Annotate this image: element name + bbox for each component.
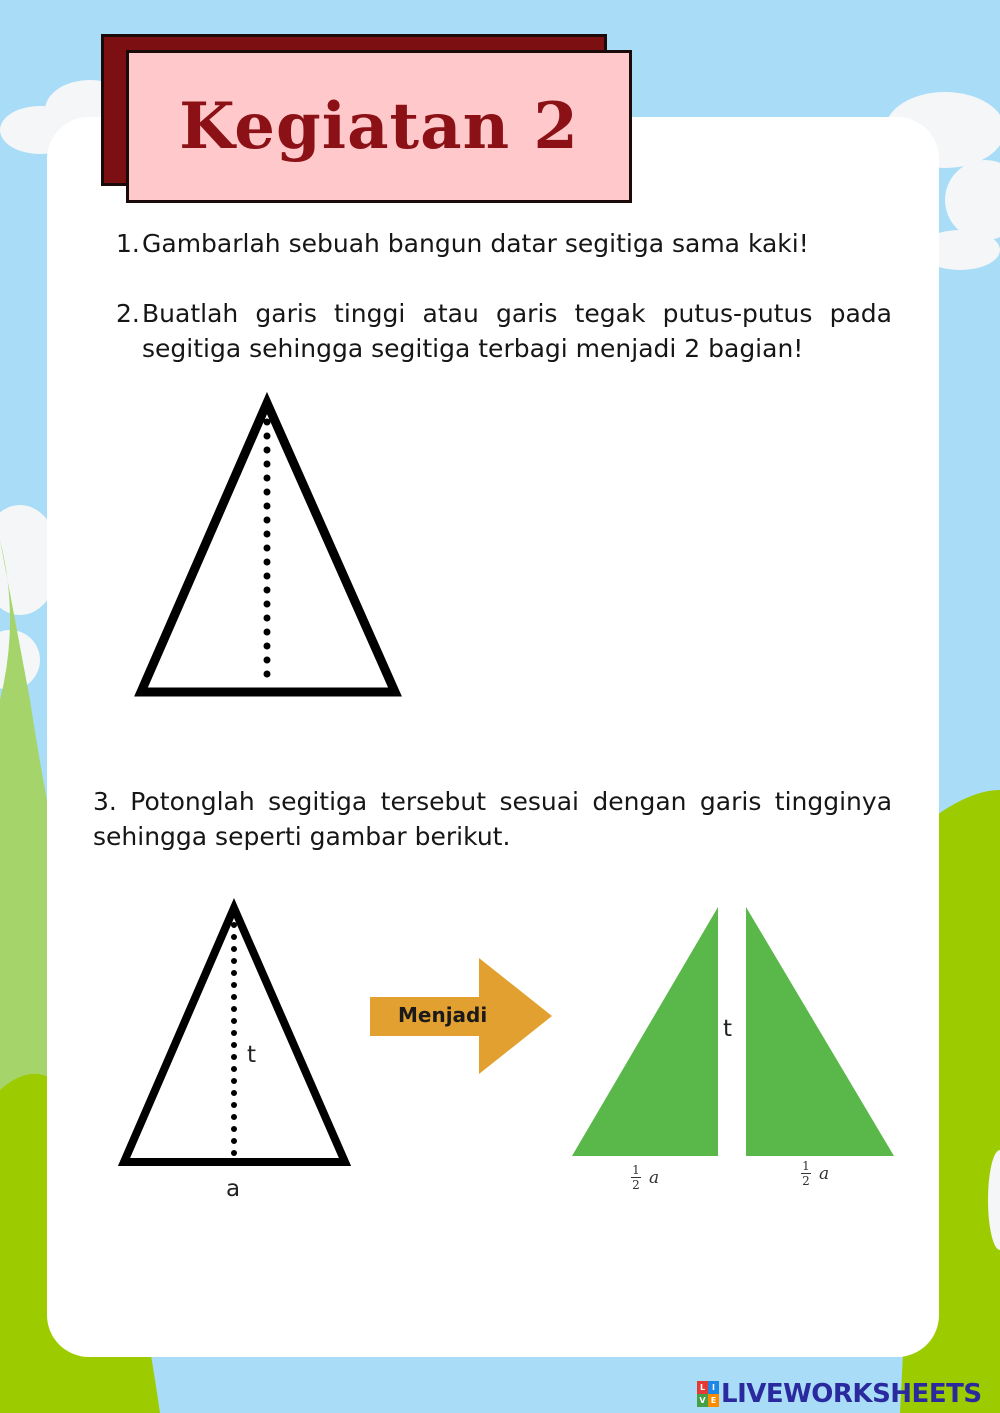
question-number: 3. xyxy=(93,787,117,816)
fraction-denominator: 2 xyxy=(802,1174,810,1188)
question-text: Gambarlah sebuah bangun datar segitiga sama kaki! xyxy=(142,229,809,258)
page-title: Kegiatan 2 xyxy=(179,89,579,164)
half-base-label-left xyxy=(631,1163,659,1192)
right-half-triangle xyxy=(746,907,894,1156)
liveworksheets-logo-icon xyxy=(697,1381,719,1407)
fraction-numerator: 1 xyxy=(802,1159,810,1173)
logo-letter: V xyxy=(697,1394,708,1407)
logo-letter: L xyxy=(697,1381,708,1394)
base-label: a xyxy=(226,1176,241,1202)
fraction-denominator: 2 xyxy=(632,1178,640,1192)
half-base-label-right xyxy=(801,1159,829,1188)
logo-letter: I xyxy=(708,1381,719,1394)
question-text: Buatlah garis tinggi atau garis tegak putus-putus pada segitiga sehingga segitiga terbagi menjadi 2 bagian! xyxy=(142,299,892,363)
question-number: 2. xyxy=(116,299,140,328)
split-height-label: t xyxy=(723,1016,733,1042)
brand-text: LIVEWORKSHEETS xyxy=(721,1379,982,1409)
height-label: t xyxy=(247,1042,257,1068)
half-variable: a xyxy=(649,1167,660,1188)
fraction xyxy=(631,1163,641,1192)
fraction-numerator: 1 xyxy=(632,1163,640,1177)
fraction xyxy=(801,1159,811,1188)
question-number: 1. xyxy=(116,229,140,258)
left-half-triangle xyxy=(572,907,718,1156)
half-variable: a xyxy=(819,1163,830,1184)
question-text: Potonglah segitiga tersebut sesuai dengan garis tingginya sehingga seperti gambar berikut. xyxy=(93,787,893,851)
arrow-label: Menjadi xyxy=(398,1003,488,1027)
liveworksheets-brand[interactable] xyxy=(697,1379,982,1409)
logo-letter: E xyxy=(708,1394,719,1407)
